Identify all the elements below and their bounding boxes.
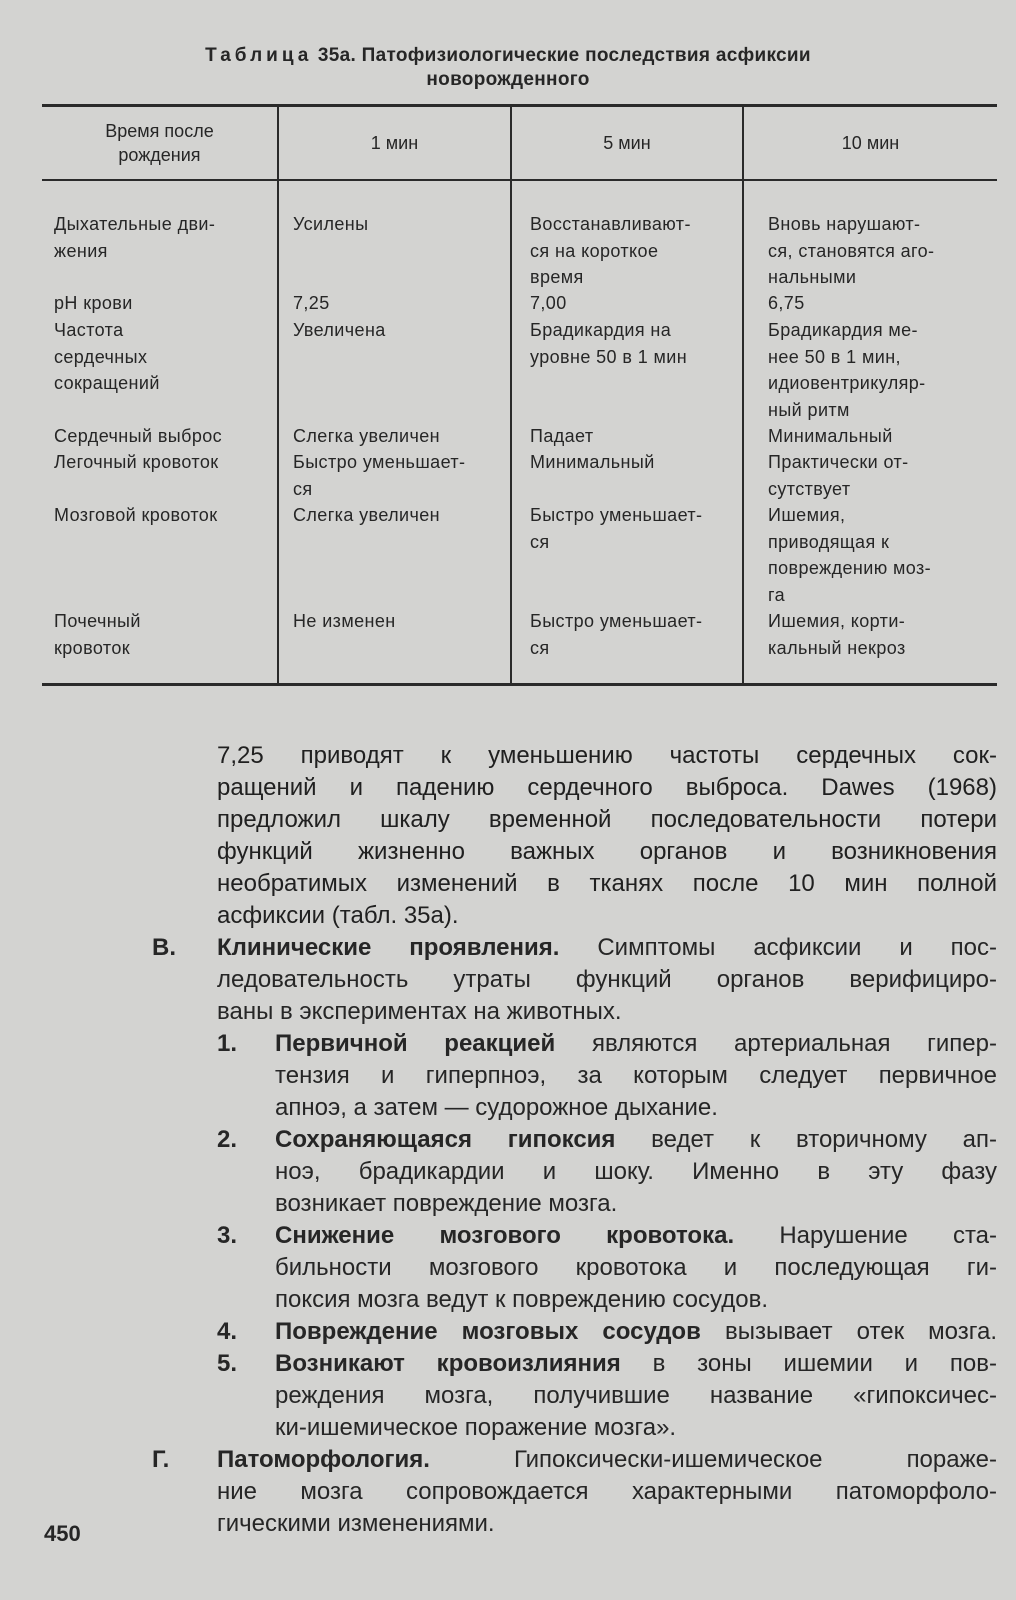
table-cell: Брадикардия ме- нее 50 в 1 мин, идиовентрикуляр- ный ритм	[768, 320, 926, 420]
section-marker: В.	[152, 934, 176, 961]
table-header-cell: 1 мин	[370, 133, 419, 153]
table-cell: 7,25	[293, 293, 330, 313]
table-cell: Мозговой кровоток	[54, 505, 218, 525]
list-item-heading: Снижение мозгового кровотока.	[275, 1222, 735, 1249]
table-cell: Увеличена	[293, 320, 386, 340]
list-item	[275, 1348, 997, 1444]
table-cell: Брадикардия на уровне 50 в 1 мин	[530, 320, 688, 367]
section-heading: Патоморфология.	[217, 1446, 430, 1473]
table-cell: Слегка увеличен	[293, 505, 441, 525]
list-item-number: 5.	[217, 1350, 238, 1377]
section-heading: Клинические проявления.	[217, 934, 560, 961]
text-line: ращений и падению сердечного выброса. Dawes (1968)	[217, 774, 997, 801]
body-paragraph	[217, 740, 997, 932]
table-header-cell: 10 мин	[841, 133, 900, 153]
table-cell: Сердечный выброс	[54, 426, 223, 446]
text-line: ваны в экспериментах на животных.	[217, 998, 622, 1025]
table-cell: Восстанавливают- ся на короткое время	[530, 214, 691, 287]
list-item	[275, 1028, 997, 1124]
table-divider	[742, 107, 744, 683]
table-header-cell: Время после рождения	[105, 121, 214, 165]
table-title	[40, 44, 976, 92]
table-cell: Дыхательные дви- жения	[54, 214, 216, 261]
table-header-rule	[42, 179, 997, 181]
table-header-cell: 5 мин	[603, 133, 651, 153]
table-divider	[510, 107, 512, 683]
table-cell: Быстро уменьшает- ся	[293, 452, 466, 499]
list-item-heading: Сохраняющаяся гипоксия	[275, 1126, 616, 1153]
section-body	[217, 932, 997, 1028]
table-cell: Минимальный	[768, 426, 893, 446]
table-cell: Не изменен	[293, 611, 396, 631]
text-line: предложил шкалу временной последовательности потери	[217, 806, 997, 833]
table-cell: Ишемия, корти- кальный некроз	[768, 611, 906, 658]
list-item-heading: Возникают кровоизлияния	[275, 1350, 621, 1377]
text-line: бильности мозгового кровотока и последующая ги-	[275, 1254, 997, 1281]
page-number: 450	[44, 1521, 81, 1546]
list-item	[275, 1316, 997, 1348]
table-cell: Легочный кровоток	[54, 452, 219, 472]
table-cell: Минимальный	[530, 452, 655, 472]
table-cell: Частота сердечных сокращений	[54, 320, 160, 393]
text-line: поксия мозга ведут к повреждению сосудов.	[275, 1286, 768, 1313]
text-line: ки-ишемическое поражение мозга».	[275, 1414, 677, 1441]
text-line: ноэ, брадикардии и шоку. Именно в эту фазу	[275, 1158, 997, 1185]
text-line: в зоны ишемии и пов-	[620, 1350, 997, 1377]
text-line: функций жизненно важных органов и возникновения	[217, 838, 997, 865]
table-cell: Вновь нарушают- ся, становятся аго- нальными	[768, 214, 935, 287]
table-cell: 7,00	[530, 293, 567, 313]
list-item	[275, 1220, 997, 1316]
text-line: ведет к вторичному ап-	[615, 1126, 997, 1153]
table-cell: Ишемия, приводящая к повреждению моз- га	[768, 505, 932, 605]
list-item-number: 2.	[217, 1126, 238, 1153]
text-line: Гипоксически-ишемическое пораже-	[429, 1446, 997, 1473]
text-line: апноэ, а затем — судорожное дыхание.	[275, 1094, 718, 1121]
table-title-line2: новорожденного	[426, 69, 590, 90]
text-line: Симптомы асфиксии и пос-	[559, 934, 997, 961]
text-line: являются артериальная гипер-	[555, 1030, 997, 1057]
list-item-number: 3.	[217, 1222, 238, 1249]
table-cell: Быстро уменьшает- ся	[530, 611, 703, 658]
section-body	[217, 1444, 997, 1540]
text-line: ние мозга сопровождается характерными патоморфоло-	[217, 1478, 997, 1505]
table-cell: pH крови	[54, 293, 133, 313]
list-item-heading: Первичной реакцией	[275, 1030, 556, 1057]
text-line: 7,25 приводят к уменьшению частоты сердечных сок-	[217, 742, 997, 769]
text-line: Нарушение ста-	[734, 1222, 997, 1249]
table-title-lead: Таблица	[205, 45, 313, 66]
table-bottom-rule	[42, 683, 997, 686]
text-line: реждения мозга, получившие название «гипоксичес-	[275, 1382, 997, 1409]
list-item	[275, 1124, 997, 1220]
section-marker: Г.	[152, 1446, 170, 1473]
list-item-number: 1.	[217, 1030, 238, 1057]
table-cell: 6,75	[768, 293, 805, 313]
text-line: необратимых изменений в тканях после 10 мин полной	[217, 870, 997, 897]
table-cell: Усилены	[293, 214, 369, 234]
table-cell: Падает	[530, 426, 594, 446]
text-line: ледовательность утраты функций органов верифициро-	[217, 966, 997, 993]
table-cell: Практически от- сутствует	[768, 452, 909, 499]
text-line: асфиксии (табл. 35а).	[217, 902, 459, 929]
list-item-number: 4.	[217, 1318, 238, 1345]
text-line: вызывает отек мозга.	[700, 1318, 997, 1345]
table-cell: Слегка увеличен	[293, 426, 441, 446]
text-line: гическими изменениями.	[217, 1510, 495, 1537]
table-cell: Быстро уменьшает- ся	[530, 505, 703, 552]
text-line: тензия и гиперпноэ, за которым следует первичное	[275, 1062, 997, 1089]
text-line: возникает повреждение мозга.	[275, 1190, 618, 1217]
table-title-rest: 35а. Патофизиологические последствия асфиксии	[312, 45, 811, 66]
list-item-heading: Повреждение мозговых сосудов	[275, 1318, 701, 1345]
table-cell: Почечный кровоток	[54, 611, 141, 658]
